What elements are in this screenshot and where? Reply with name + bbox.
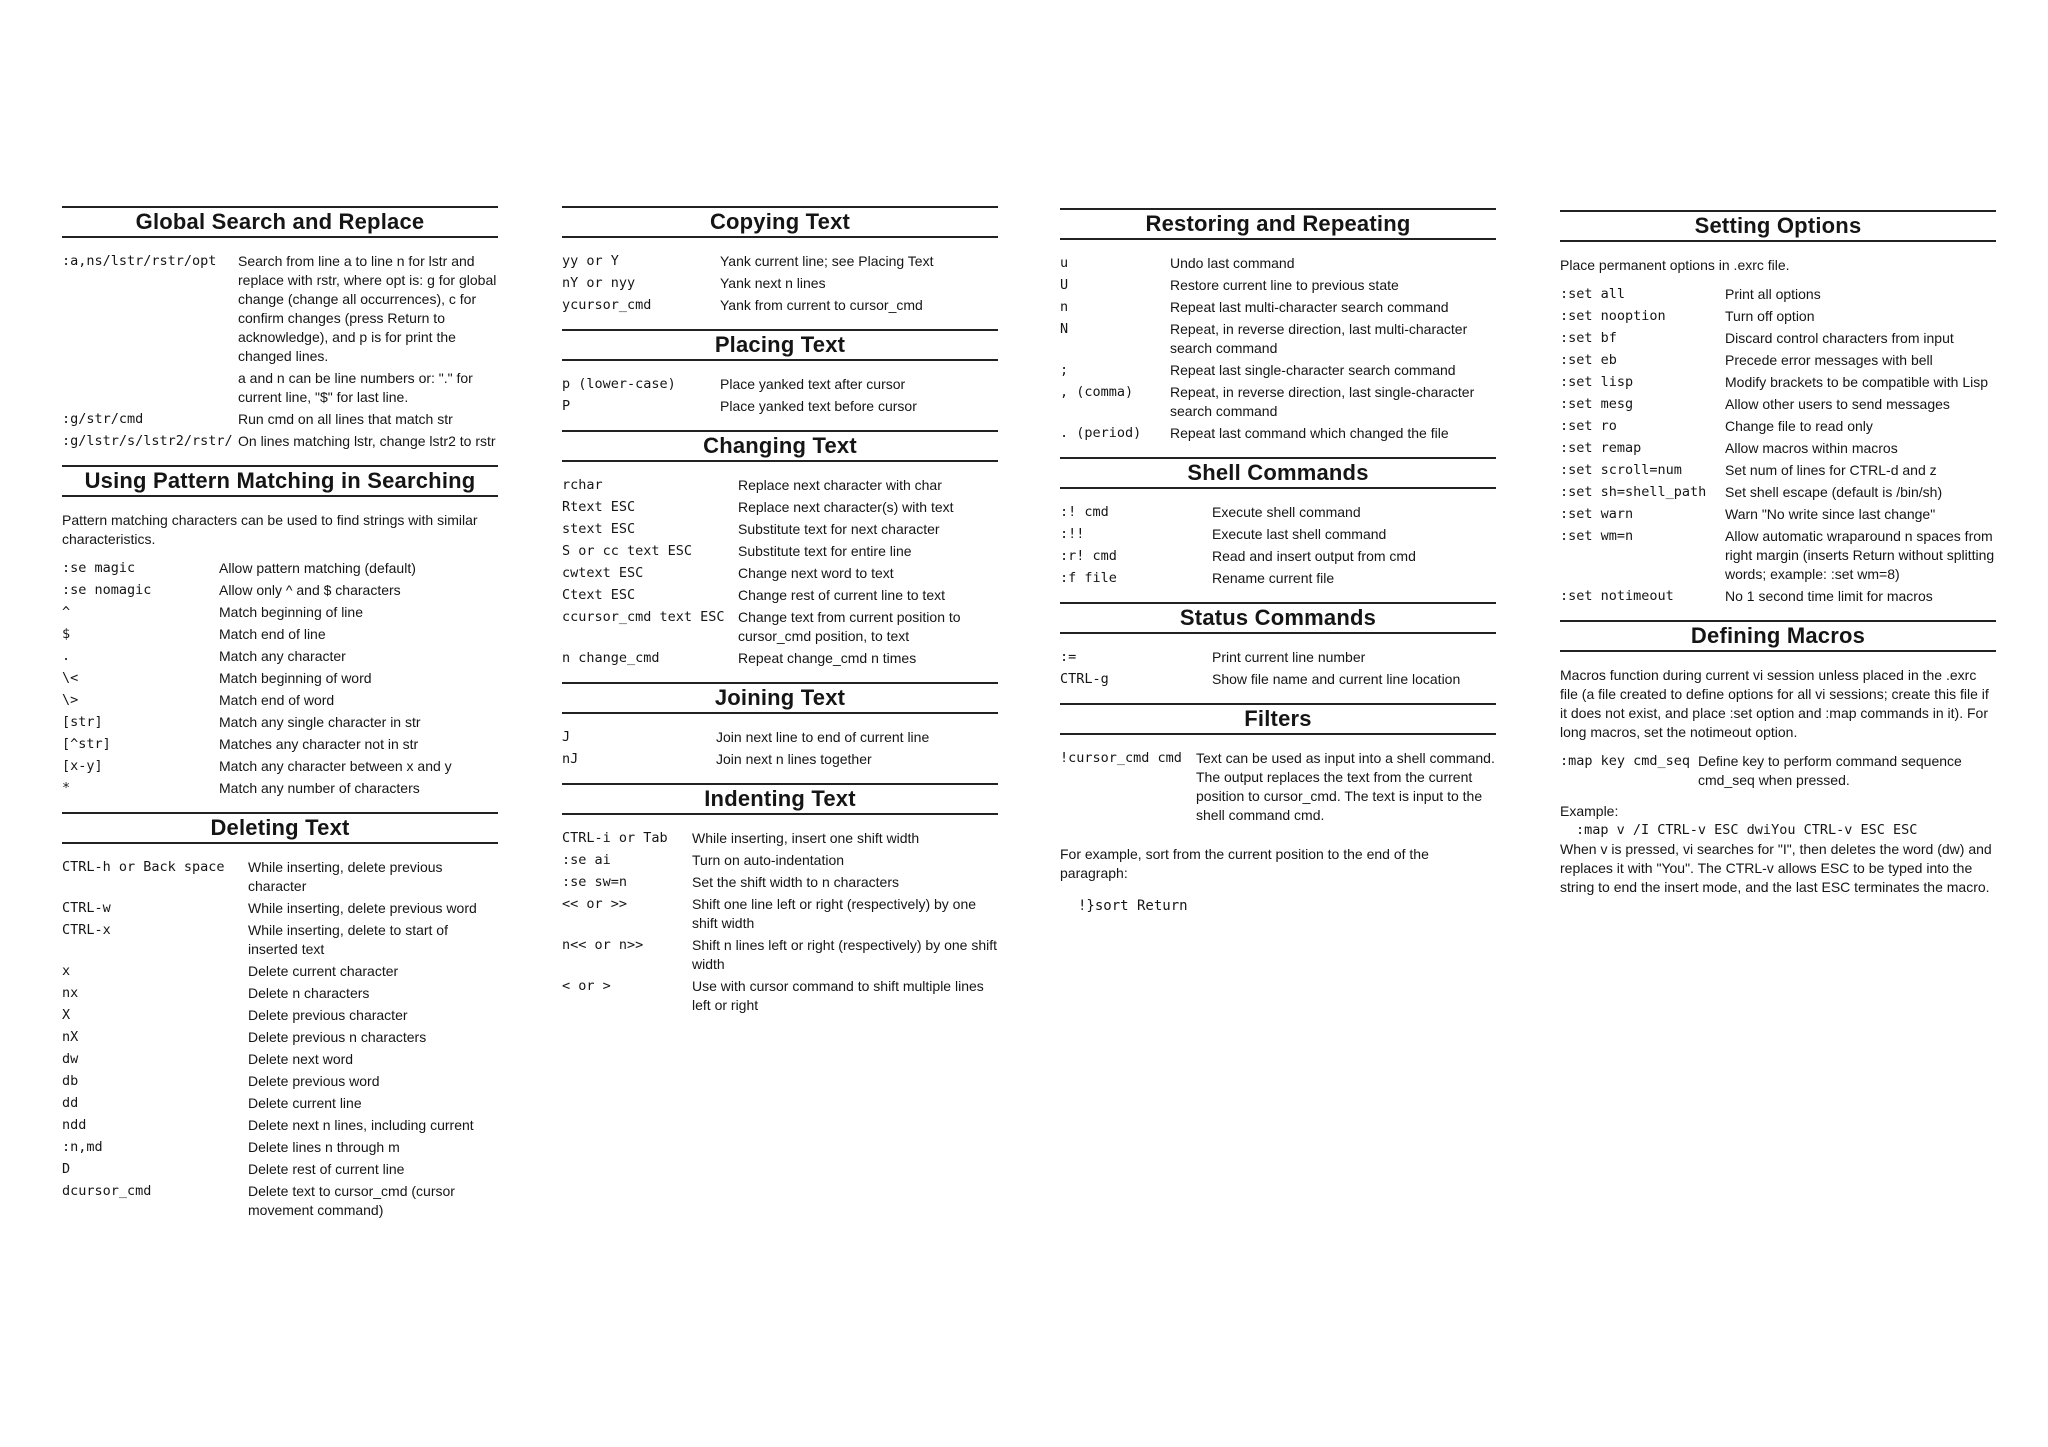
entry — [62, 691, 498, 710]
column-1 — [62, 206, 498, 1234]
command: n change_cmd — [562, 650, 660, 666]
entry — [1560, 527, 1996, 584]
example-command: :map v /I CTRL-v ESC dwiYou CTRL-v ESC ESC — [1576, 822, 1918, 838]
description: Matches any character not in str — [219, 736, 419, 752]
command: :se sw=n — [562, 874, 628, 890]
command: nY or nyy — [562, 275, 636, 291]
command: CTRL-x — [62, 922, 111, 938]
entry — [62, 647, 498, 666]
command: . — [62, 648, 71, 664]
description: a and n can be line numbers or: "." for current line, "$" for last line. — [238, 370, 473, 405]
entry — [62, 962, 498, 981]
entry — [62, 581, 498, 600]
entry — [62, 559, 498, 578]
entry — [562, 586, 998, 605]
section-title: Defining Macros — [1560, 620, 1996, 652]
section-indenting-text — [562, 783, 998, 1015]
command: P — [562, 398, 571, 414]
description: Place yanked text before cursor — [720, 398, 917, 414]
command: :set wm=n — [1560, 528, 1634, 544]
description: Delete current character — [248, 963, 399, 979]
command: :set notimeout — [1560, 588, 1674, 604]
entry — [1560, 439, 1996, 458]
entry — [562, 977, 998, 1015]
description: Search from line a to line n for lstr and replace with rstr, where opt is: g for global change (change all occurrences), c for confirm changes (press Return to acknowledge), and p is for print the changed lines. — [238, 253, 497, 364]
command — [62, 369, 238, 407]
entry — [1560, 461, 1996, 480]
command: << or >> — [562, 896, 628, 912]
entry — [62, 1028, 498, 1047]
column-4 — [1560, 210, 1996, 911]
section-title: Changing Text — [562, 430, 998, 462]
section-title: Indenting Text — [562, 783, 998, 815]
section-title: Joining Text — [562, 682, 998, 714]
description: Yank current line; see Placing Text — [720, 253, 934, 269]
command: u — [1060, 255, 1069, 271]
description: Repeat, in reverse direction, last single-character search command — [1170, 384, 1475, 419]
entry — [62, 858, 498, 896]
command: :a,ns/lstr/rstr/opt — [62, 253, 217, 269]
command: :set lisp — [1560, 374, 1634, 390]
description: Rename current file — [1212, 570, 1335, 586]
entry — [62, 713, 498, 732]
section-defining-macros — [1560, 620, 1996, 897]
section-title: Placing Text — [562, 329, 998, 361]
section-intro: Place permanent options in .exrc file. — [1560, 257, 1790, 273]
entry — [562, 829, 998, 848]
description: Match any number of characters — [219, 780, 420, 796]
description: Delete current line — [248, 1095, 362, 1111]
section-setting-options — [1560, 210, 1996, 606]
description: Delete n characters — [248, 985, 370, 1001]
section-changing-text — [562, 430, 998, 668]
command: p (lower-case) — [562, 376, 676, 392]
description: Print all options — [1725, 286, 1821, 302]
section-title: Using Pattern Matching in Searching — [62, 465, 498, 497]
description: Allow pattern matching (default) — [219, 560, 416, 576]
command: :set bf — [1560, 330, 1617, 346]
description: Change next word to text — [738, 565, 894, 581]
command: * — [62, 780, 71, 796]
section-intro: Pattern matching characters can be used to find strings with similar characteristics. — [62, 512, 478, 547]
command: Ctext ESC — [562, 587, 636, 603]
entry — [562, 296, 998, 315]
description: Delete text to cursor_cmd (cursor movement command) — [248, 1183, 455, 1218]
entry — [562, 564, 998, 583]
section-copying-text — [562, 206, 998, 315]
entry — [62, 1050, 498, 1069]
entry — [62, 757, 498, 776]
description: Allow only ^ and $ characters — [219, 582, 401, 598]
command: n — [1060, 299, 1069, 315]
description: Shift one line left or right (respectively) by one shift width — [692, 896, 977, 931]
description: Place yanked text after cursor — [720, 376, 906, 392]
command: S or cc text ESC — [562, 543, 693, 559]
description: Change file to read only — [1725, 418, 1873, 434]
entry — [62, 1116, 498, 1135]
command: X — [62, 1007, 71, 1023]
entry — [1060, 525, 1496, 544]
description: While inserting, delete previous word — [248, 900, 477, 916]
description: Delete next n lines, including current — [248, 1117, 474, 1133]
description: Run cmd on all lines that match str — [238, 411, 453, 427]
section-deleting-text — [62, 812, 498, 1220]
command: :g/lstr/s/lstr2/rstr/ — [62, 433, 233, 449]
command: CTRL-w — [62, 900, 111, 916]
entry — [1060, 276, 1496, 295]
entry — [1060, 424, 1496, 443]
section-title: Copying Text — [562, 206, 998, 238]
command: yy or Y — [562, 253, 619, 269]
command: dcursor_cmd — [62, 1183, 152, 1199]
command: :r! cmd — [1060, 548, 1117, 564]
command: U — [1060, 277, 1069, 293]
description: Execute last shell command — [1212, 526, 1387, 542]
command: :set mesg — [1560, 396, 1634, 412]
command: ndd — [62, 1117, 87, 1133]
command: :set nooption — [1560, 308, 1666, 324]
description: Join next line to end of current line — [716, 729, 930, 745]
section-status-commands — [1060, 602, 1496, 689]
description: Show file name and current line location — [1212, 671, 1461, 687]
description: Match beginning of word — [219, 670, 372, 686]
entry — [562, 274, 998, 293]
description: Substitute text for entire line — [738, 543, 912, 559]
description: On lines matching lstr, change lstr2 to rstr — [238, 433, 496, 449]
command: :set sh=shell_path — [1560, 484, 1707, 500]
description: Precede error messages with bell — [1725, 352, 1933, 368]
entry — [1060, 254, 1496, 273]
description: No 1 second time limit for macros — [1725, 588, 1933, 604]
entry — [562, 476, 998, 495]
section-global-search-replace — [62, 206, 498, 451]
section-placing-text — [562, 329, 998, 416]
entry — [1060, 569, 1496, 588]
column-2 — [562, 206, 998, 1029]
command: :map key cmd_seq — [1560, 753, 1691, 769]
description: Use with cursor command to shift multiple lines left or right — [692, 978, 984, 1013]
command: dw — [62, 1051, 79, 1067]
entry — [562, 498, 998, 517]
command: :set ro — [1560, 418, 1617, 434]
description: Delete lines n through m — [248, 1139, 400, 1155]
command: , (comma) — [1060, 384, 1134, 400]
command: N — [1060, 321, 1069, 337]
command: [str] — [62, 714, 103, 730]
command: := — [1060, 649, 1077, 665]
section-restoring-repeating — [1060, 208, 1496, 443]
command: :f file — [1060, 570, 1117, 586]
section-title: Global Search and Replace — [62, 206, 498, 238]
description: Allow other users to send messages — [1725, 396, 1950, 412]
entry — [1560, 505, 1996, 524]
command: [x-y] — [62, 758, 103, 774]
entry — [1060, 749, 1496, 825]
command: nx — [62, 985, 79, 1001]
entry — [1060, 648, 1496, 667]
entry — [62, 432, 498, 451]
section-title: Filters — [1060, 703, 1496, 735]
section-shell-commands — [1060, 457, 1496, 588]
entry — [62, 369, 498, 407]
section-joining-text — [562, 682, 998, 769]
entry — [62, 899, 498, 918]
entry — [562, 397, 998, 416]
description: Warn "No write since last change" — [1725, 506, 1936, 522]
command: nJ — [562, 751, 579, 767]
description: Turn off option — [1725, 308, 1815, 324]
entry — [562, 520, 998, 539]
entry — [62, 984, 498, 1003]
entry — [62, 669, 498, 688]
description: Allow macros within macros — [1725, 440, 1898, 456]
command: :set scroll=num — [1560, 462, 1682, 478]
command: db — [62, 1073, 79, 1089]
description: While inserting, delete to start of inserted text — [248, 922, 448, 957]
entry — [62, 1182, 498, 1220]
description: Match end of word — [219, 692, 335, 708]
entry — [562, 375, 998, 394]
command: :n,md — [62, 1139, 103, 1155]
command: :set warn — [1560, 506, 1634, 522]
description: Match any character between x and y — [219, 758, 452, 774]
description: Substitute text for next character — [738, 521, 940, 537]
entry — [562, 873, 998, 892]
command: x — [62, 963, 71, 979]
command: \< — [62, 670, 79, 686]
command: D — [62, 1161, 71, 1177]
entry — [562, 851, 998, 870]
description: Modify brackets to be compatible with Lisp — [1725, 374, 1989, 390]
section-intro: Macros function during current vi session unless placed in the .exrc file (a file created to define options for all vi sessions; create this file if it does not exist, and place :set option and :map commands in it). For long macros, set the notimeout option. — [1560, 667, 1989, 740]
entry — [562, 608, 998, 646]
command: :! cmd — [1060, 504, 1109, 520]
description: Match any character — [219, 648, 346, 664]
description: Repeat, in reverse direction, last multi-character search command — [1170, 321, 1468, 356]
entry — [562, 542, 998, 561]
command: cwtext ESC — [562, 565, 644, 581]
entry — [1060, 320, 1496, 358]
description: Change rest of current line to text — [738, 587, 945, 603]
entry — [62, 625, 498, 644]
entry — [62, 921, 498, 959]
command: $ — [62, 626, 71, 642]
description: Repeat change_cmd n times — [738, 650, 917, 666]
filter-example-text: For example, sort from the current position to the end of the paragraph: — [1060, 846, 1429, 881]
entry — [1060, 503, 1496, 522]
entry — [1060, 383, 1496, 421]
description: Delete next word — [248, 1051, 354, 1067]
command: :set eb — [1560, 352, 1617, 368]
description: Undo last command — [1170, 255, 1295, 271]
description: Delete previous n characters — [248, 1029, 427, 1045]
entry — [1560, 307, 1996, 326]
description: Set num of lines for CTRL-d and z — [1725, 462, 1937, 478]
entry — [1060, 361, 1496, 380]
entry — [1560, 395, 1996, 414]
description: Print current line number — [1212, 649, 1366, 665]
command: ycursor_cmd — [562, 297, 652, 313]
command: :g/str/cmd — [62, 411, 144, 427]
entry — [562, 728, 998, 747]
description: Read and insert output from cmd — [1212, 548, 1416, 564]
entry — [1560, 351, 1996, 370]
entry — [62, 1094, 498, 1113]
entry — [1560, 285, 1996, 304]
entry — [62, 735, 498, 754]
command: < or > — [562, 978, 611, 994]
description: Delete previous character — [248, 1007, 408, 1023]
description: Execute shell command — [1212, 504, 1361, 520]
section-title: Status Commands — [1060, 602, 1496, 634]
entry — [62, 603, 498, 622]
example-label: Example: — [1560, 803, 1619, 819]
command: ^ — [62, 604, 71, 620]
command: !cursor_cmd cmd — [1060, 750, 1182, 766]
entry — [1560, 483, 1996, 502]
command: :se magic — [62, 560, 136, 576]
description: Change text from current position to cursor_cmd position, to text — [738, 609, 961, 644]
entry — [62, 252, 498, 366]
sort-command: !}sort Return — [1078, 898, 1188, 914]
description: Delete rest of current line — [248, 1161, 405, 1177]
description: Shift n lines left or right (respectively) by one shift width — [692, 937, 998, 972]
command: . (period) — [1060, 425, 1142, 441]
section-pattern-matching — [62, 465, 498, 798]
command: dd — [62, 1095, 79, 1111]
entry — [1560, 373, 1996, 392]
entry — [1060, 670, 1496, 689]
section-title: Shell Commands — [1060, 457, 1496, 489]
description: Repeat last multi-character search command — [1170, 299, 1449, 315]
description: Yank next n lines — [720, 275, 826, 291]
entry — [562, 936, 998, 974]
description: While inserting, delete previous character — [248, 859, 443, 894]
description: Define key to perform command sequence cmd_seq when pressed. — [1698, 753, 1962, 788]
description: Replace next character with char — [738, 477, 942, 493]
entry — [1560, 752, 1996, 790]
description: Repeat last command which changed the file — [1170, 425, 1449, 441]
entry — [62, 1006, 498, 1025]
description: Text can be used as input into a shell command. The output replaces the text from the current position to cursor_cmd. The text is input to the shell command cmd. — [1196, 750, 1495, 823]
command: CTRL-h or Back space — [62, 859, 225, 875]
entry — [1560, 587, 1996, 606]
description: Match beginning of line — [219, 604, 363, 620]
description: Discard control characters from input — [1725, 330, 1954, 346]
command: ccursor_cmd text ESC — [562, 609, 725, 625]
entry — [1560, 417, 1996, 436]
entry — [62, 1072, 498, 1091]
description: Match end of line — [219, 626, 326, 642]
description: Repeat last single-character search command — [1170, 362, 1456, 378]
entry — [562, 895, 998, 933]
description: Set the shift width to n characters — [692, 874, 899, 890]
description: Allow automatic wraparound n spaces from right margin (inserts Return without splitting words; example: :set wm=8) — [1725, 528, 1995, 582]
entry — [562, 649, 998, 668]
entry — [62, 1160, 498, 1179]
command: :!! — [1060, 526, 1085, 542]
description: Set shell escape (default is /bin/sh) — [1725, 484, 1943, 500]
entry — [1560, 329, 1996, 348]
command: CTRL-i or Tab — [562, 830, 668, 846]
command: :set remap — [1560, 440, 1642, 456]
command: nX — [62, 1029, 79, 1045]
column-3 — [1060, 208, 1496, 930]
description: Turn on auto-indentation — [692, 852, 845, 868]
description: Replace next character(s) with text — [738, 499, 954, 515]
entry — [1060, 298, 1496, 317]
command: CTRL-g — [1060, 671, 1109, 687]
command: stext ESC — [562, 521, 636, 537]
command: J — [562, 729, 571, 745]
entry — [62, 1138, 498, 1157]
command: ; — [1060, 362, 1069, 378]
command: \> — [62, 692, 79, 708]
command: rchar — [562, 477, 603, 493]
description: Join next n lines together — [716, 751, 872, 767]
entry — [62, 779, 498, 798]
command: n<< or n>> — [562, 937, 644, 953]
description: Match any single character in str — [219, 714, 421, 730]
entry — [562, 750, 998, 769]
command: :se ai — [562, 852, 611, 868]
description: Restore current line to previous state — [1170, 277, 1399, 293]
section-title: Deleting Text — [62, 812, 498, 844]
command: :se nomagic — [62, 582, 152, 598]
command: :set all — [1560, 286, 1626, 302]
command: [^str] — [62, 736, 111, 752]
entry — [1060, 547, 1496, 566]
description: Yank from current to cursor_cmd — [720, 297, 923, 313]
section-title: Setting Options — [1560, 210, 1996, 242]
example-description: When v is pressed, vi searches for "I", then deletes the word (dw) and replaces it with "You". The CTRL-v allows ESC to be typed into the string to end the insert mode, and the last ESC terminates the macro. — [1560, 841, 1992, 895]
section-filters — [1060, 703, 1496, 916]
description: Delete previous word — [248, 1073, 380, 1089]
entry — [62, 410, 498, 429]
section-title: Restoring and Repeating — [1060, 208, 1496, 240]
description: While inserting, insert one shift width — [692, 830, 920, 846]
command: Rtext ESC — [562, 499, 636, 515]
entry — [562, 252, 998, 271]
